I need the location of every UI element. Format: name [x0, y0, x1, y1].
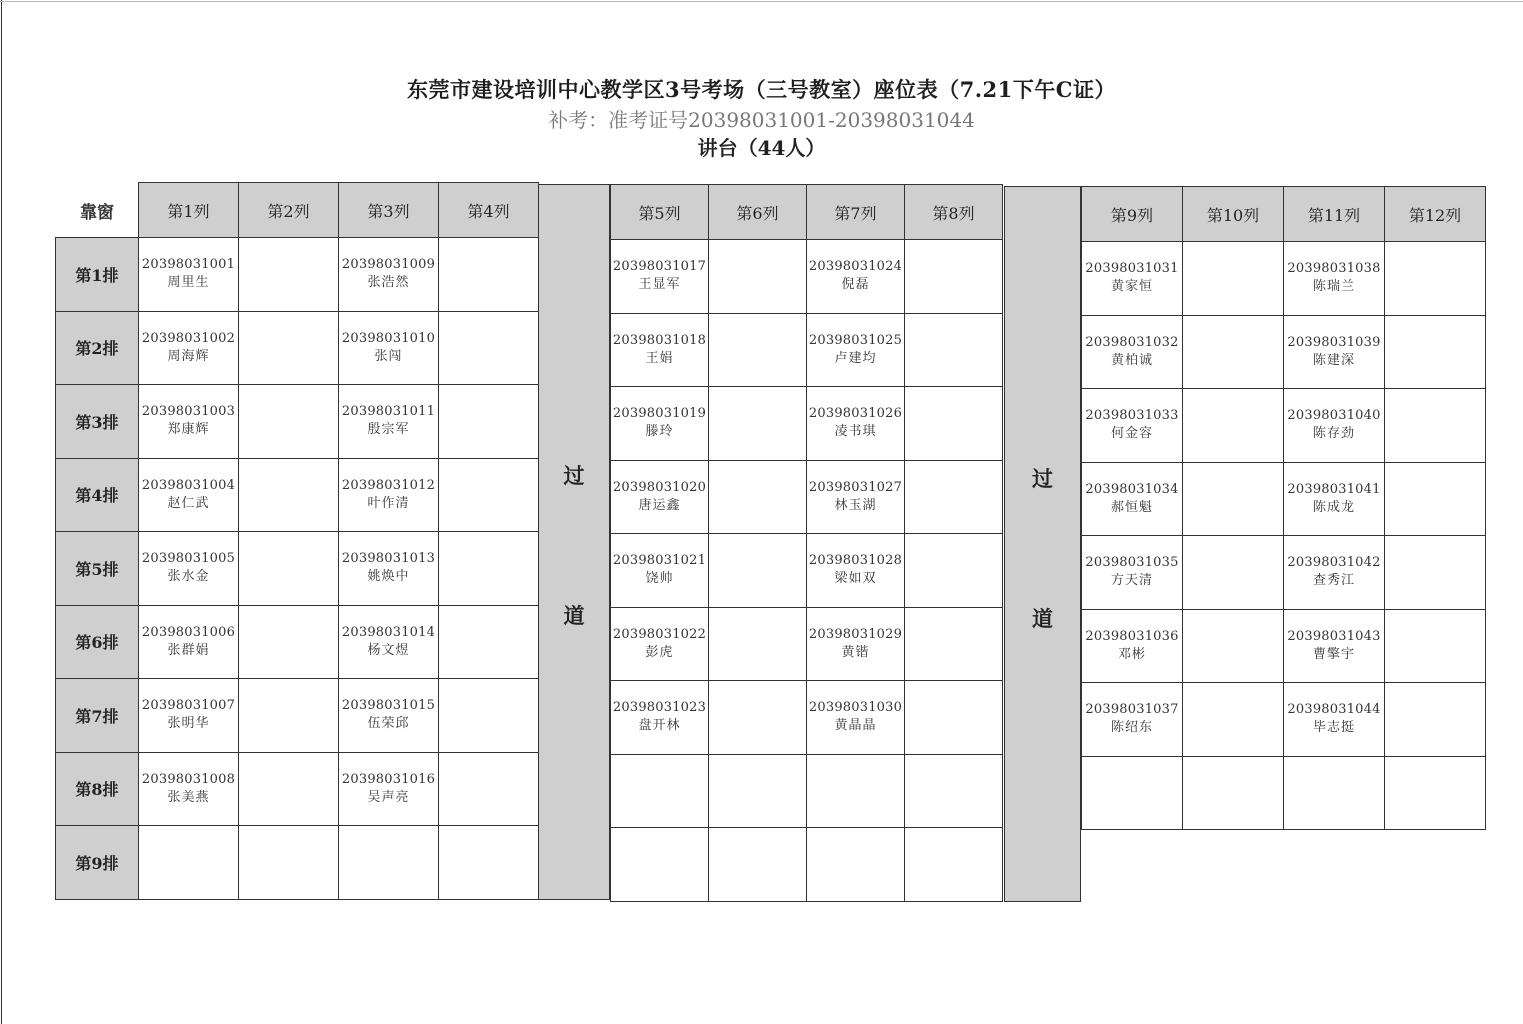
seat-student-name: 黄柏诚 — [1110, 352, 1153, 368]
seat-exam-id: 20398031008 — [141, 771, 236, 787]
seat-cell — [338, 237, 439, 312]
seat-exam-id: 20398031006 — [141, 624, 236, 640]
column-header: 第10列 — [1182, 186, 1284, 242]
row-label: 第5排 — [55, 531, 139, 606]
seat-student-name: 彭虎 — [645, 644, 674, 660]
seat-cell — [438, 752, 539, 827]
seat-student-name: 叶作清 — [367, 495, 410, 511]
seat-cell — [438, 678, 539, 753]
seat-student-name: 陈存劲 — [1312, 426, 1355, 441]
seat-cell — [1384, 315, 1486, 390]
seat-cell — [610, 313, 709, 388]
seat-exam-id: 20398031027 — [808, 479, 903, 495]
seat-cell — [904, 386, 1003, 461]
seat-cell — [238, 605, 339, 680]
seat-cell — [138, 237, 239, 312]
seat-cell — [338, 825, 439, 900]
seat-exam-id: 20398031042 — [1287, 555, 1381, 570]
seat-cell — [806, 607, 905, 682]
seat-cell — [708, 386, 807, 461]
seat-cell — [238, 678, 339, 753]
seat-cell — [1283, 756, 1385, 831]
seat-student-name: 何金容 — [1110, 426, 1153, 441]
seat-cell — [610, 754, 709, 829]
seat-exam-id: 20398031001 — [141, 257, 236, 272]
seat-cell — [904, 313, 1003, 388]
seat-cell — [1283, 315, 1385, 390]
seat-student-name: 唐运鑫 — [638, 497, 681, 513]
seat-cell — [338, 531, 439, 606]
seat-cell — [1081, 315, 1183, 390]
seat-student-name: 凌书琪 — [834, 424, 877, 439]
seat-cell — [238, 384, 339, 459]
seat-exam-id: 20398031031 — [1085, 261, 1179, 276]
seat-cell — [610, 533, 709, 608]
seat-cell — [806, 680, 905, 755]
seat-student-name: 王显军 — [638, 277, 681, 292]
seat-exam-id: 20398031044 — [1287, 702, 1381, 717]
seat-cell — [806, 460, 905, 535]
seat-cell — [238, 531, 339, 606]
seat-exam-id: 20398031024 — [808, 259, 903, 274]
seat-cell — [1283, 609, 1385, 684]
seat-cell — [1384, 535, 1486, 610]
seat-student-name: 王娟 — [645, 350, 674, 366]
seat-exam-id: 20398031012 — [341, 477, 436, 493]
page-title: 东莞市建设培训中心教学区3号考场（三号教室）座位表（7.21下午C证） — [407, 77, 1116, 102]
seat-cell — [338, 605, 439, 680]
seat-cell — [1182, 241, 1284, 316]
page-border-top — [0, 1, 1523, 2]
seat-cell — [1384, 682, 1486, 757]
seat-exam-id: 20398031022 — [612, 626, 707, 642]
seat-cell — [1081, 388, 1183, 463]
seat-exam-id: 20398031040 — [1287, 408, 1381, 423]
seat-cell — [806, 533, 905, 608]
seat-student-name: 周海辉 — [167, 348, 210, 364]
seat-exam-id: 20398031032 — [1085, 334, 1179, 350]
seat-exam-id: 20398031015 — [341, 698, 436, 713]
seat-cell — [138, 825, 239, 900]
seat-cell — [438, 531, 539, 606]
seat-cell — [438, 605, 539, 680]
seat-cell — [438, 237, 539, 312]
aisle — [538, 184, 610, 900]
seat-exam-id: 20398031029 — [808, 626, 903, 642]
column-header: 第2列 — [238, 182, 339, 238]
seat-exam-id: 20398031009 — [341, 257, 436, 272]
seat-cell — [1081, 682, 1183, 757]
seat-cell — [806, 313, 905, 388]
row-label: 第1排 — [55, 237, 139, 312]
seat-student-name: 查秀江 — [1312, 573, 1355, 588]
row-label: 第9排 — [55, 825, 139, 900]
row-label: 第7排 — [55, 678, 139, 753]
seat-cell — [610, 460, 709, 535]
seat-exam-id: 20398031019 — [612, 406, 707, 421]
seat-cell — [708, 239, 807, 314]
seat-exam-id: 20398031017 — [612, 259, 707, 274]
seat-student-name: 张浩然 — [367, 275, 410, 290]
seat-exam-id: 20398031021 — [612, 553, 707, 568]
seat-cell — [904, 607, 1003, 682]
seat-student-name: 姚焕中 — [367, 569, 410, 584]
seat-student-name: 倪磊 — [841, 277, 870, 292]
seat-cell — [1182, 535, 1284, 610]
seat-exam-id: 20398031005 — [141, 551, 236, 566]
seat-exam-id: 20398031020 — [612, 479, 707, 495]
seat-exam-id: 20398031013 — [341, 551, 436, 566]
seat-cell — [1384, 609, 1486, 684]
seat-student-name: 伍荣邱 — [367, 716, 410, 731]
seat-exam-id: 20398031023 — [612, 700, 707, 715]
seat-cell — [708, 754, 807, 829]
seat-exam-id: 20398031033 — [1085, 408, 1179, 423]
seat-cell — [1384, 388, 1486, 463]
seat-cell — [610, 680, 709, 755]
seat-cell — [1081, 609, 1183, 684]
seat-student-name: 张闯 — [374, 348, 403, 364]
seat-exam-id: 20398031011 — [341, 404, 436, 419]
seat-cell — [338, 458, 439, 533]
seat-cell — [904, 460, 1003, 535]
seat-student-name: 周里生 — [167, 275, 210, 290]
seat-exam-id: 20398031026 — [808, 406, 903, 421]
column-header: 第12列 — [1384, 186, 1486, 242]
seat-cell — [138, 311, 239, 386]
row-label: 第6排 — [55, 605, 139, 680]
seat-cell — [610, 239, 709, 314]
seat-cell — [338, 678, 439, 753]
seat-cell — [904, 533, 1003, 608]
seat-cell — [1283, 241, 1385, 316]
seat-student-name: 殷宗军 — [367, 422, 410, 437]
seat-cell — [138, 384, 239, 459]
seat-student-name: 陈绍东 — [1110, 720, 1153, 735]
seat-exam-id: 20398031014 — [341, 624, 436, 640]
seat-cell — [1182, 388, 1284, 463]
seat-student-name: 黄晶晶 — [834, 718, 877, 733]
seat-cell — [438, 458, 539, 533]
seat-exam-id: 20398031038 — [1287, 261, 1381, 276]
seat-cell — [708, 460, 807, 535]
row-label: 第8排 — [55, 752, 139, 827]
seat-cell — [138, 752, 239, 827]
seat-cell — [1182, 462, 1284, 537]
column-header: 第9列 — [1081, 186, 1183, 242]
seat-cell — [238, 458, 339, 533]
seat-exam-id: 20398031003 — [141, 404, 236, 419]
seat-cell — [904, 754, 1003, 829]
seat-student-name: 黄锴 — [841, 644, 870, 660]
seat-student-name: 曹擎宇 — [1312, 646, 1355, 662]
seat-cell — [1384, 462, 1486, 537]
seat-student-name: 陈成龙 — [1312, 499, 1355, 515]
seat-cell — [1384, 241, 1486, 316]
seat-student-name: 陈建深 — [1312, 352, 1355, 368]
seat-student-name: 饶帅 — [645, 571, 674, 586]
seat-cell — [1182, 756, 1284, 831]
seat-cell — [708, 827, 807, 902]
seat-student-name: 邓彬 — [1117, 646, 1146, 662]
seat-cell — [806, 827, 905, 902]
seat-cell — [708, 680, 807, 755]
aisle — [1004, 186, 1081, 902]
seat-cell — [1384, 756, 1486, 831]
aisle-label: 过 — [563, 463, 585, 488]
seat-cell — [1182, 609, 1284, 684]
seat-cell — [238, 237, 339, 312]
row-label: 第4排 — [55, 458, 139, 533]
seat-student-name: 张水金 — [167, 569, 210, 584]
seat-student-name: 滕玲 — [645, 424, 674, 439]
column-header: 第6列 — [708, 184, 807, 240]
seat-cell — [138, 458, 239, 533]
seat-student-name: 赵仁武 — [167, 495, 210, 511]
seat-exam-id: 20398031037 — [1085, 702, 1179, 717]
seat-cell — [1081, 241, 1183, 316]
seat-student-name: 梁如双 — [834, 571, 877, 586]
column-header: 第7列 — [806, 184, 905, 240]
seat-cell — [904, 239, 1003, 314]
seat-cell — [708, 607, 807, 682]
seat-cell — [1283, 462, 1385, 537]
row-label: 第3排 — [55, 384, 139, 459]
seat-cell — [438, 384, 539, 459]
seat-cell — [338, 752, 439, 827]
column-header: 第3列 — [338, 182, 439, 238]
seat-student-name: 方天清 — [1110, 573, 1153, 588]
seat-exam-id: 20398031016 — [341, 771, 436, 787]
seat-cell — [438, 311, 539, 386]
seat-cell — [806, 386, 905, 461]
page-subtitle: 补考：准考证号20398031001-20398031044 — [548, 108, 975, 132]
seat-student-name: 郝恒魁 — [1110, 499, 1153, 515]
column-header: 第11列 — [1283, 186, 1385, 242]
seat-cell — [338, 311, 439, 386]
seat-exam-id: 20398031041 — [1287, 481, 1381, 497]
seat-student-name: 张群娟 — [167, 642, 210, 658]
seat-cell — [610, 607, 709, 682]
seat-cell — [238, 311, 339, 386]
seat-exam-id: 20398031039 — [1287, 334, 1381, 350]
seat-cell — [1182, 682, 1284, 757]
seat-student-name: 黄家恒 — [1110, 279, 1153, 294]
aisle-label: 道 — [563, 603, 585, 628]
seat-student-name: 郑康辉 — [167, 422, 210, 437]
seat-cell — [1283, 682, 1385, 757]
seat-cell — [708, 313, 807, 388]
seat-exam-id: 20398031018 — [612, 332, 707, 348]
podium-label: 讲台（44人） — [697, 136, 826, 160]
seat-exam-id: 20398031036 — [1085, 628, 1179, 644]
seat-student-name: 林玉湖 — [834, 497, 877, 513]
column-header: 第1列 — [138, 182, 239, 238]
seat-cell — [138, 678, 239, 753]
column-header: 第8列 — [904, 184, 1003, 240]
seat-cell — [1182, 315, 1284, 390]
seat-exam-id: 20398031034 — [1085, 481, 1179, 497]
seat-cell — [238, 752, 339, 827]
seat-student-name: 张美燕 — [167, 789, 210, 805]
seat-cell — [138, 605, 239, 680]
window-label: 靠窗 — [80, 202, 114, 223]
seat-student-name: 卢建均 — [834, 350, 877, 366]
seat-student-name: 陈瑞兰 — [1312, 279, 1355, 294]
seat-exam-id: 20398031025 — [808, 332, 903, 348]
seat-cell — [806, 754, 905, 829]
seat-cell — [904, 680, 1003, 755]
seat-cell — [438, 825, 539, 900]
aisle-label: 道 — [1032, 606, 1053, 631]
seat-cell — [1081, 535, 1183, 610]
seat-cell — [238, 825, 339, 900]
row-label: 第2排 — [55, 311, 139, 386]
seat-student-name: 盘开林 — [638, 718, 681, 733]
seat-cell — [1081, 462, 1183, 537]
seat-cell — [806, 239, 905, 314]
seat-student-name: 杨文煜 — [367, 642, 410, 658]
seat-student-name: 张明华 — [167, 716, 210, 731]
seat-cell — [1283, 535, 1385, 610]
seat-exam-id: 20398031010 — [341, 330, 436, 346]
seat-student-name: 毕志挺 — [1312, 720, 1355, 735]
seat-exam-id: 20398031035 — [1085, 555, 1179, 570]
seat-cell — [1081, 756, 1183, 831]
column-header: 第4列 — [438, 182, 539, 238]
seat-exam-id: 20398031028 — [808, 553, 903, 568]
seat-exam-id: 20398031007 — [141, 698, 236, 713]
seat-exam-id: 20398031004 — [141, 477, 236, 493]
seat-cell — [610, 386, 709, 461]
seat-cell — [610, 827, 709, 902]
seat-exam-id: 20398031030 — [808, 700, 903, 715]
seat-cell — [708, 533, 807, 608]
seat-exam-id: 20398031002 — [141, 330, 236, 346]
seat-exam-id: 20398031043 — [1287, 628, 1381, 644]
seat-student-name: 吴声亮 — [367, 789, 410, 805]
seat-cell — [138, 531, 239, 606]
aisle-label: 过 — [1032, 466, 1053, 491]
seat-cell — [1283, 388, 1385, 463]
seat-cell — [904, 827, 1003, 902]
column-header: 第5列 — [610, 184, 709, 240]
seat-cell — [338, 384, 439, 459]
